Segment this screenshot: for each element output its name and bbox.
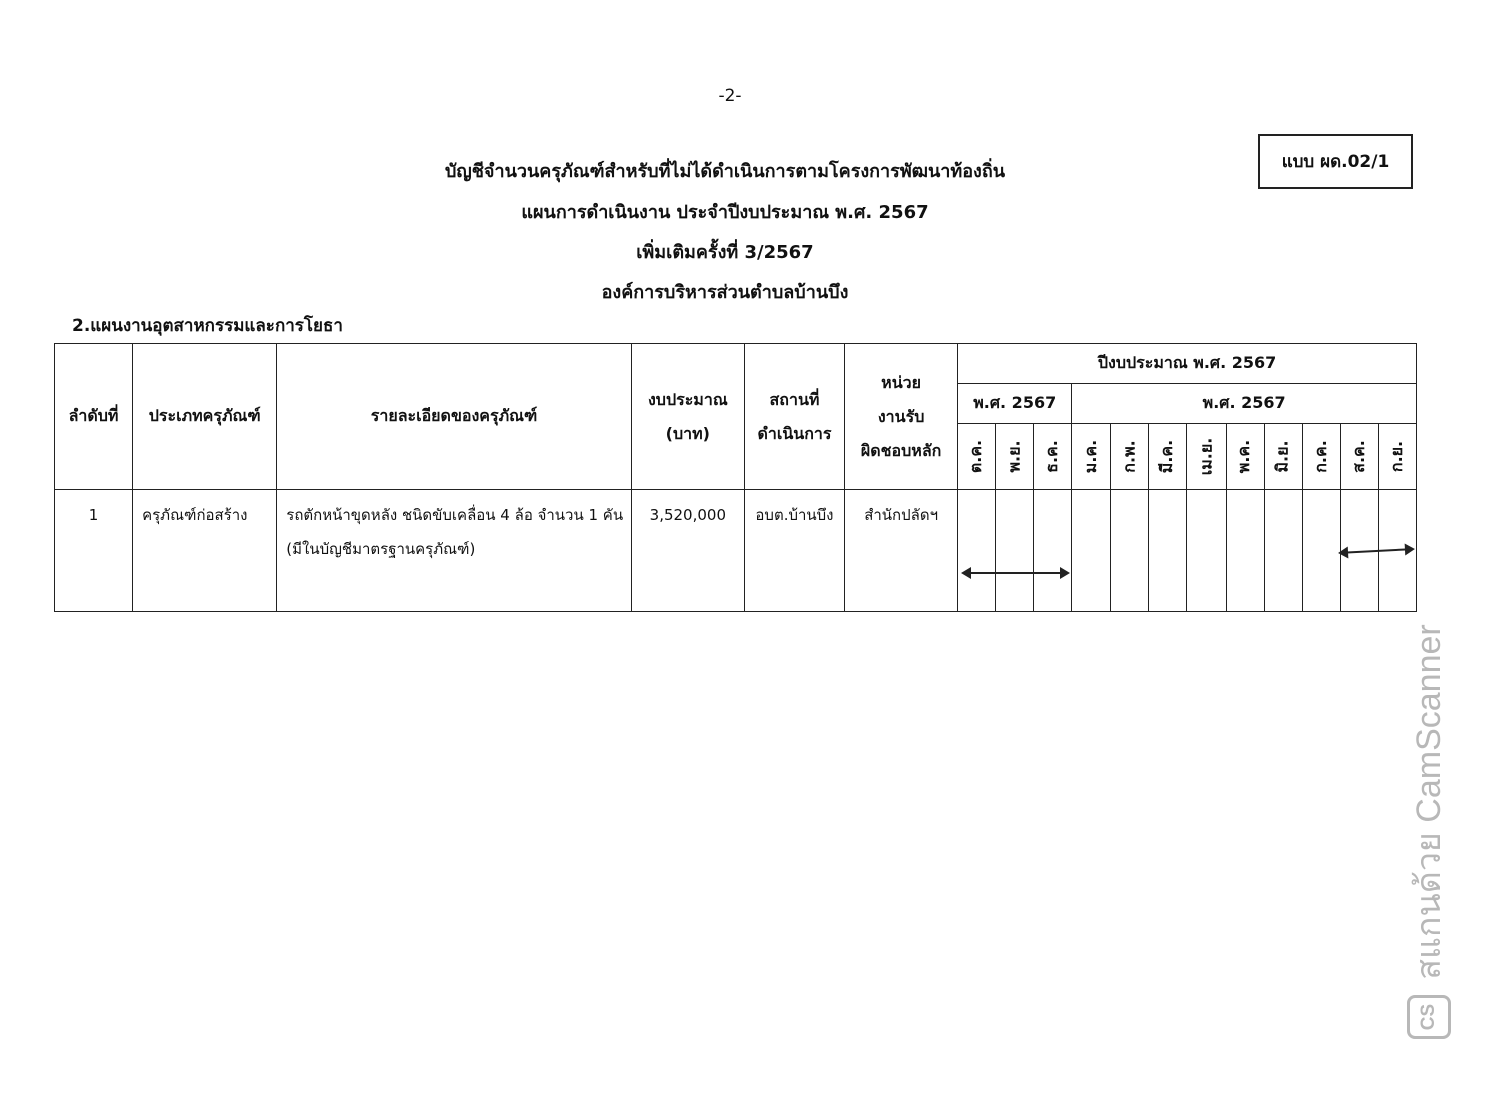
section-title: 2.แผนงานอุตสาหกรรมและการโยธา xyxy=(72,316,343,336)
header-responsible-unit xyxy=(845,344,958,490)
document-subtitle-organization: องค์การบริหารส่วนตำบลบ้านบึง xyxy=(601,282,849,303)
schedule-cell xyxy=(1034,490,1072,612)
header-fiscal-year: ปีงบประมาณ พ.ศ. 2567 xyxy=(958,344,1417,384)
schedule-cell xyxy=(1111,490,1149,612)
header-year-b: พ.ศ. 2567 xyxy=(1072,384,1417,424)
table-row xyxy=(55,490,1417,612)
schedule-cell xyxy=(958,490,996,612)
schedule-cell xyxy=(996,490,1034,612)
month-header: พ.ย. xyxy=(996,424,1034,490)
header-location-line2: ดำเนินการ xyxy=(757,423,832,443)
cell-seq: 1 xyxy=(55,490,133,612)
schedule-cell xyxy=(1149,490,1187,612)
month-header: ส.ค. xyxy=(1340,424,1378,490)
document-subtitle-plan: แผนการดำเนินงาน ประจำปีงบประมาณ พ.ศ. 2567 xyxy=(521,202,929,223)
watermark-text: สแกนด้วย CamScanner xyxy=(1410,624,1448,980)
schedule-cell xyxy=(1072,490,1111,612)
page-number: -2- xyxy=(718,86,742,106)
cell-detail: รถตักหน้าขุดหลัง ชนิดขับเคลื่อน 4 ล้อ จำนวน 1 คัน (มีในบัญชีมาตรฐานครุภัณฑ์) xyxy=(277,490,631,612)
header-unit-line1: หน่วย xyxy=(881,372,922,392)
month-header: มี.ค. xyxy=(1149,424,1187,490)
equipment-plan-table xyxy=(54,343,1417,612)
header-budget-line2: (บาท) xyxy=(665,423,710,443)
month-header: ม.ค. xyxy=(1072,424,1111,490)
document-title: บัญชีจำนวนครุภัณฑ์สำหรับที่ไม่ได้ดำเนินการตามโครงการพัฒนาท้องถิ่น xyxy=(444,161,1006,182)
cell-location: อบต.บ้านบึง xyxy=(744,490,844,612)
camscanner-logo-icon: CS xyxy=(1407,995,1451,1039)
cell-type: ครุภัณฑ์ก่อสร้าง xyxy=(133,490,277,612)
header-location-line1: สถานที่ xyxy=(769,389,820,409)
header-detail: รายละเอียดของครุภัณฑ์ xyxy=(277,344,631,490)
cell-unit: สำนักปลัดฯ xyxy=(845,490,958,612)
month-header: มิ.ย. xyxy=(1264,424,1302,490)
header-budget xyxy=(631,344,744,490)
month-header: เม.ย. xyxy=(1187,424,1226,490)
document-subtitle-revision: เพิ่มเติมครั้งที่ 3/2567 xyxy=(636,242,814,263)
header-location xyxy=(744,344,844,490)
month-header: ธ.ค. xyxy=(1034,424,1072,490)
schedule-cell xyxy=(1187,490,1226,612)
header-seq: ลำดับที่ xyxy=(55,344,133,490)
month-header: ต.ค. xyxy=(958,424,996,490)
header-budget-line1: งบประมาณ xyxy=(647,389,728,409)
header-type: ประเภทครุภัณฑ์ xyxy=(133,344,277,490)
schedule-arrow-oct-dec xyxy=(961,567,1070,579)
form-code-box: แบบ ผด.02/1 xyxy=(1258,134,1413,189)
schedule-cell xyxy=(1302,490,1340,612)
camscanner-watermark xyxy=(1403,585,1453,1055)
schedule-cell xyxy=(1264,490,1302,612)
cell-budget: 3,520,000 xyxy=(631,490,744,612)
header-unit-line2: งานรับ xyxy=(877,406,925,426)
month-header: ก.พ. xyxy=(1111,424,1149,490)
header-year-a: พ.ศ. 2567 xyxy=(958,384,1072,424)
month-header: ก.ค. xyxy=(1302,424,1340,490)
schedule-cell xyxy=(1226,490,1264,612)
header-unit-line3: ผิดชอบหลัก xyxy=(860,440,942,460)
month-header: ก.ย. xyxy=(1378,424,1416,490)
month-header: พ.ค. xyxy=(1226,424,1264,490)
